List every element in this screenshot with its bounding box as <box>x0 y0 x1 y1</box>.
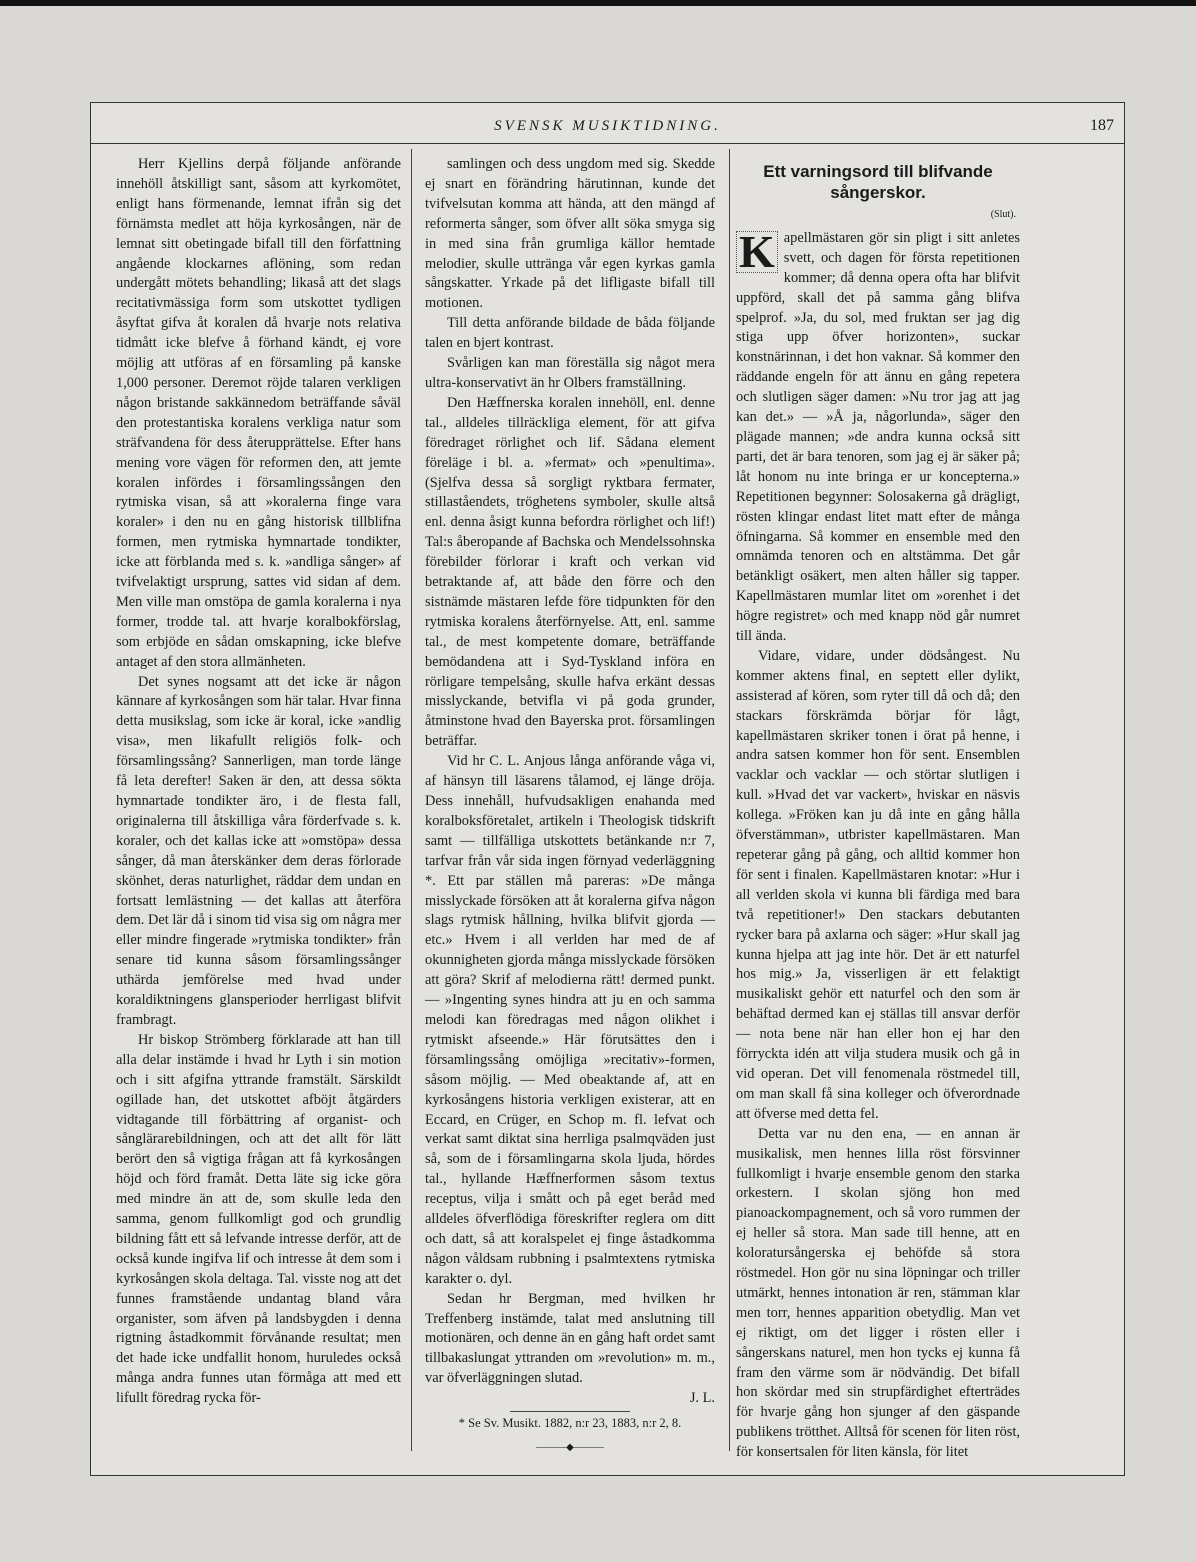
page-number: 187 <box>1090 117 1114 134</box>
column-divider <box>729 149 730 1451</box>
column-1 <box>116 155 401 1409</box>
continuation-note: (Slut). <box>990 209 1016 220</box>
end-ornament-icon: ———◆——— <box>536 1442 604 1453</box>
paragraph: Den Hæffnerska koralen innehöll, enl. denne tal., alldeles tillräckliga element, för att gifva föredraget rörlighet och lif. Sådana element föreläge i bl. a. »fermat» och »penultima». (Sjelfva dessa så sorgligt ryktbara fermater, stillaståendets, tröghetens symboler, skulle altså enl. denna åsigt kunna befordra rörlighet och lif!) Tal:s åberopande af Bachska och Mendelssohnska förebilder förlorar i kraft och verkan vid betraktande af, att både den förre och den sistnämde mästaren lefde före tidpunkten för den rytmiska koralens återförnyelse. Att, enl. samme tal., de mest kompetente domare, beträffande bemödandena att i Syd-Tyskland införa en rörligare tempelsång, skulle hafva erkänt dessas misslyckande, betvifla vi på goda grunder, åtminstone hvad den Bayerska prot. församlingen beträffar. <box>425 394 715 750</box>
paragraph: Sedan hr Bergman, med hvilken hr Treffenberg instämde, talat med anslutning till motionären, och denne än en gång haft ordet samt tillbakaslungat yttranden om »revolution» m. m., var öfverläggningen slutad. <box>425 1290 715 1387</box>
paragraph <box>736 225 1020 647</box>
publication-title: SVENSK MUSIKTIDNING. <box>494 118 721 134</box>
paragraph: Hr biskop Strömberg förklarade att han till alla delar instämde i hvad hr Lyth i sin motion och i sitt afgifna yttrande framstält. Särskildt ogillade han, det utskottet afböjt åtgärders vidtagande till förbättring af organist- och sånglärarebildningen, och att det allt för lätt berört den så vigtiga frågan att få kyrkosången höjd och förd framåt. Detta läte sig icke göra med mindre än att de, som skulle leda den samma, genom fullkomligt god och grundlig bildning fått ett så lefvande intresse derför, att de också kunde ingifva lif och intresse åt dem som i kyrkosången skola deltaga. Tal. visste nog att det funnes framstående undantag bland våra organister, som äfven på landsbygden i denna rigtning åstadkommit förvånande resultat; men det hade icke undfallit honom, huruledes också många andra funnes utan förmåga att med ett lifullt föredrag rycka för- <box>116 1031 401 1407</box>
paragraph: Vidare, vidare, under dödsångest. Nu kommer aktens final, en septett eller dylikt, assisterad af kören, som ryter till då och då; den stackars förskrämda börjar för lågt, kapellmästaren skriker tonen i örat på henne, i andra satsen kommer hon för sent. Ensemblen vacklar och vacklar — och störtar slutligen i kull. »Hvad det var vackert», hviskar en näsvis kollega. »Fröken kan ju då inte en gång hålla öfverstämman», utbrister kapellmästaren. Man repeterar gång på gång, och alltid kommer hon för sent i finalen. Kapellmästaren knotar: »Hur i all verlden skola vi kunna bli färdiga med bara två repetitioner!» Den stackars debutanten rycker bara på axlarna och säger: »Hur skall jag kunna hjelpa att jag inte hör. Det är ett naturfel hos mig.» Ja, visserligen är ett felaktigt musikaliskt gehör ett naturfel och den som är behäftad dermed kan ej ställas till ansvar derför — nota bene när han eller hon ej har den förryckta idén att vilja studera musik och gå in vid operan. Det vill fenomenala röstmedel till, om man skall få sina kolleger och öfverordnade att öfverse med detta fel. <box>736 647 1020 1122</box>
column-divider <box>411 149 412 1451</box>
scan-top-band <box>0 0 1196 6</box>
article-title: Ett varningsord till blifvande sångerskor. <box>763 162 993 202</box>
paragraph: Herr Kjellins derpå följande anförande innehöll åtskilligt sant, såsom att kyrkomötet, enligt hans förmenande, lemnat ifrån sig det förnämsta medlet att höja kyrkosången, när de lemnat sitt obetingade bifall till den författning angående klockarnes aflöning, som redan undergått mötets behandling; likaså att det slags recitativmässiga form som utskottet tydligen åsyftat gifva åt koralen då hvarje nots relativa tidmått icke blefve å förhand kändt, ej vore möjlig att utföras af en församling på kanske 1,000 personer. Deremot röjde talaren verkligen någon bristande sakkännedom beträffande såväl den protestantiska koralens verkliga natur som sträfvandena för dess återupprättelse. Efter hans mening vore vägen för reformen den, att jemte koralen infördes i församlingssången den rytmiska visan, så att »koralerna finge vara koraler» i den nu en gång historisk tillblifna formen, men rytmiska hymnartade tondikter, icke att förblanda med s. k. »andliga sånger» af tvifvelaktigt ursprung, sattes vid sidan af dem. Men ville man omstöpa de gamla koralerna i nya former, trodde tal. att hvarje koralbokförslag, som erbjöde en sådan omskapning, icke blefve antaget af den stora allmänheten. <box>116 156 401 670</box>
column-3 <box>736 155 1020 1463</box>
footnote-divider <box>510 1411 630 1412</box>
paragraph: Till detta anförande bildade de båda följande talen en bjert kontrast. <box>425 315 715 352</box>
newspaper-page <box>90 102 1125 1476</box>
paragraph: samlingen och dess ungdom med sig. Skedde ej snart en förändring härutinnan, kunde det tvifvelsutan komma att hända, att den mängd af reformerta sånger, som öfver allt söka smyga sig in med sina från grumliga källor hemtade melodier, skulle uttränga vår egen kyrkas gamla sångskatter. Yrkade på det lifligaste bifall till motionen. <box>425 156 715 312</box>
page-header <box>91 103 1124 144</box>
paragraph: Vid hr C. L. Anjous långa anförande våga vi, af hänsyn till läsarens tålamod, ej länge dröja. Dess innehåll, hufvudsakligen enahanda med koralboksföretalet, artikeln i Theologisk tidskrift samt — tillfälliga utskottets betänkande n:r 7, tarfvar från vår sida ingen förnyad vederläggning *. Ett par ställen må pareras: »De många misslyckade försöken att åt koralerna gifva någon slags rytmisk hållning, hvilka blifvit gjorda — etc.» Hvem i all verlden har med de af okunnigheten gjorda många misslyckade försöken att göra? Skrif af melodierna rätt! dermed punkt. — »Ingenting synes hindra att ju en och samma melodi kan föredragas med någon olikhet i rytmiskt afseende.» Här förutsättes den i församlingssång omöjliga »recitativ»-formen, såsom möjlig. — Med obeaktande af, att en kyrkosångens historia verkligen existerar, att en Eccard, en Crüger, en Schop m. fl. lefvat och verkat samt diktat sina herrliga psalmqväden just så, som de i församlingarna skola ljuda, hördes tal., hyllande Hæffnerformen såsom textus receptus, vilja i smått och på eget beråd med alldeles öfverflödiga föreskrifter reglera om ditt och datt, så att koralspelet ej finge åstadkomma någon våldsam rubbning i psalmtextens rytmiska karakter o. dyl. <box>425 753 715 1287</box>
column-2 <box>425 155 715 1458</box>
footnote: * Se Sv. Musikt. 1882, n:r 23, 1883, n:r 2, 8. <box>458 1416 682 1431</box>
author-signature: J. L. <box>689 1390 715 1407</box>
paragraph: Det synes nogsamt att det icke är någon kännare af kyrkosången som här talar. Hvar finna detta musikslag, som icke är koral, icke »andlig visa», men likafullt religiös folk- och församlingssång? Sannerligen, man torde länge få leta derefter! Saken är den, att dessa sökta hymnartade tondikter äro, i de flesta fall, originalerna till åtskilliga våra förderfvade s. k. koraler, och det kallas icke att »omstöpa» dessa sånger, då man återskänker dem deras förlorade skönhet, deras naturlighet, räddar dem undan en fortsatt lemlästning — det kallas att återföra dem. Det lär då i sinom tid visa sig om några mer eller mindre fingerade »rytmiska tondikter» från senare tid kunna såsom församlingssånger uthärda jemförelse med hvad under koraldiktningens glansperioder herrligast blifvit frambragt. <box>116 673 401 1028</box>
paragraph-text: apellmästaren gör sin pligt i sitt anletes svett, och dagen för första repetitionen kommer; då denna opera ofta har blifvit uppförd, skall det på samma gång blifva spelprof. »Ja, du sol, med fruktan ser jag dig stiga upp öfver horizonten», suckar konstnärinnan, i det hon vaknar. Så kommer den räddande engeln för att ännu en gång repetera och slutligen säger damen: »Nu tror jag att jag kan det.» — »Å ja, någorlunda», säger den plägade mannen; »de andra kunna också sitt parti, det är bara tenoren, som jag ej är säker på; låt honom nu inte bringa er ur koncepterna.» Repetitionen begynner: Solosakerna gå drägligt, rösten klingar endast litet matt efter de många öfningarna. Så kommer en ensemble med den omnämda tenoren och en altstämma. Det går betänkligt osäkert, men alten håller sig tapper. Kapellmästaren mumlar litet om »orenhet i det högre registret» och med knapp nöd går numret till ända. <box>736 229 1020 645</box>
paragraph: Detta var nu den ena, — en annan är musikalisk, men hennes lilla röst försvinner fullkomligt i hvarje ensemble genom den starka orkestern. I skolan sjöng hon med pianoackompagnement, och så voro rummen der ej heller så stora. Man sade till henne, att en koloratursångerska ej behöfde så stora röstmedel. Hon gör nu sina löpningar och triller utmärkt, hennes intonation är ren, stämman klar men torr, hennes apparition obetydlig. Man vet ej riktigt, om det ligger i rösten eller i sångerskans naturel, men hon tycks ej kunna få fram den värme som är nödvändig. Det bifall hon skördar med sin strupfärdighet efterträdes för hvarje gång hon sjunger af den gäspande publikens trötthet. Alltså för scenen för liten röst, för konsertsalen för liten känsla, för litet <box>736 1125 1020 1461</box>
paragraph: Svårligen kan man föreställa sig något mera ultra-konservativt än hr Olbers framställning. <box>425 355 715 391</box>
drop-cap: K <box>736 231 778 273</box>
